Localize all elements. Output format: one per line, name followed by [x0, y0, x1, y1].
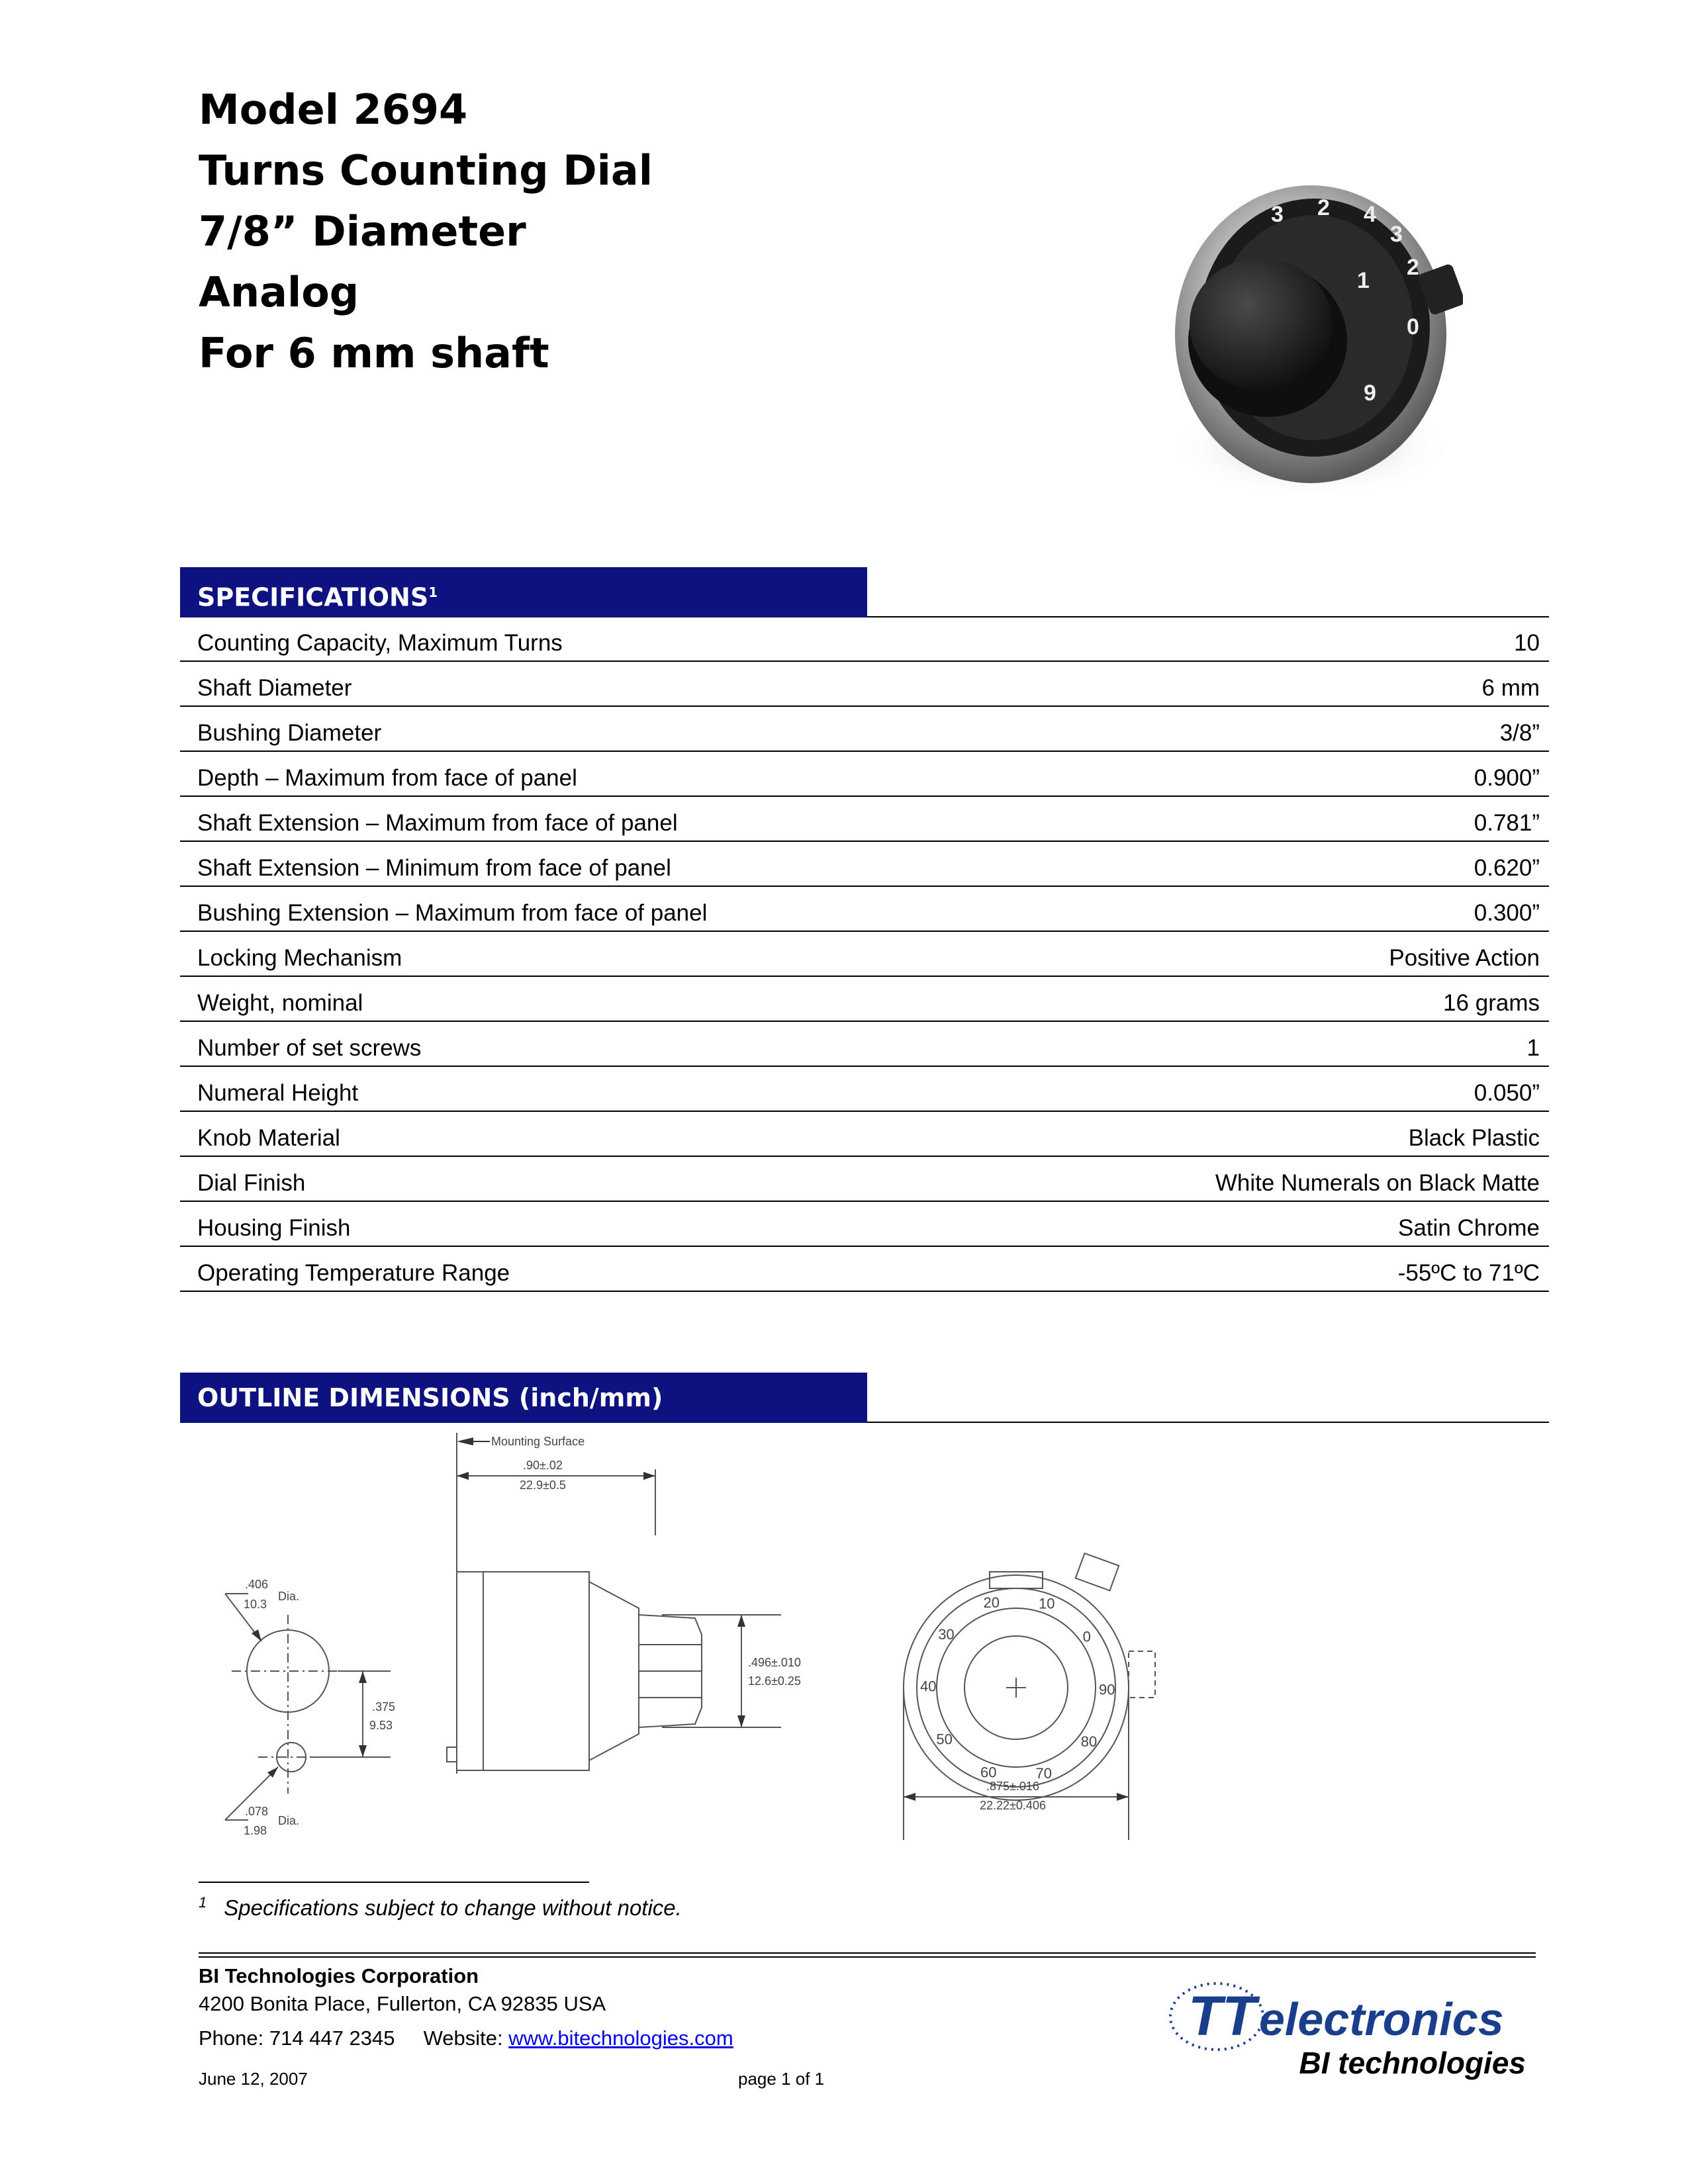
footnote-rule — [199, 1882, 589, 1883]
outline-drawing — [199, 1423, 1192, 1846]
specifications-title: SPECIFICATIONS — [197, 582, 429, 612]
footnote-number: 1 — [199, 1894, 207, 1911]
label-width-mm: 22.22±0.406 — [980, 1799, 1046, 1812]
spec-row — [180, 1247, 1549, 1292]
logo-mark: TT — [1188, 1985, 1256, 2047]
title-type: Analog — [199, 268, 359, 316]
label-hole-dia: Dia. — [278, 1590, 300, 1603]
label-depth-in: .90±.02 — [523, 1459, 563, 1472]
spec-value: 10 — [1514, 630, 1540, 656]
dial-number: 80 — [1080, 1733, 1098, 1751]
dial-number: 10 — [1039, 1595, 1055, 1612]
footnote — [199, 1894, 682, 1921]
spec-value: 0.620” — [1474, 855, 1540, 881]
phone-number: 714 447 2345 — [269, 2026, 395, 2050]
company-name: BI Technologies Corporation — [199, 1964, 479, 1987]
lock-lever-dashed — [1129, 1651, 1155, 1698]
tt-electronics-logo — [1158, 1969, 1529, 2081]
svg-text:1: 1 — [1357, 268, 1370, 293]
spec-label: Numeral Height — [197, 1080, 359, 1106]
website-link[interactable]: www.bitechnologies.com — [508, 2026, 733, 2050]
title-diameter: 7/8” Diameter — [199, 207, 526, 255]
dial-number: 90 — [1099, 1681, 1115, 1698]
label-mounting-surface: Mounting Surface — [491, 1435, 585, 1448]
spec-value: 1 — [1526, 1035, 1540, 1061]
spec-table — [180, 617, 1549, 1292]
svg-text:4: 4 — [1364, 202, 1376, 227]
dial-face-side — [589, 1582, 639, 1760]
lock-lever — [1076, 1553, 1119, 1590]
company-address: 4200 Bonita Place, Fullerton, CA 92835 USA — [199, 1992, 606, 2015]
label-width-in: .875±.016 — [986, 1780, 1039, 1793]
spec-row — [180, 617, 1549, 662]
spec-label: Shaft Diameter — [197, 675, 352, 701]
spec-value: 0.050” — [1474, 1080, 1540, 1106]
label-spacing-mm: 9.53 — [369, 1719, 393, 1732]
spec-row — [180, 1112, 1549, 1157]
spec-row — [180, 752, 1549, 797]
title-product: Turns Counting Dial — [199, 146, 653, 195]
dial-number: 0 — [1082, 1628, 1091, 1645]
document-date: June 12, 2007 — [199, 2069, 308, 2089]
spec-label: Weight, nominal — [197, 990, 363, 1016]
label-pin-in: .078 — [245, 1805, 269, 1818]
label-pin-dia: Dia. — [278, 1814, 300, 1827]
footnote-text: Specifications subject to change without notice. — [224, 1895, 682, 1920]
label-knob-mm: 12.6±0.25 — [748, 1674, 801, 1688]
logo-subtitle: BI technologies — [1299, 2046, 1526, 2080]
dial-number: 60 — [980, 1764, 997, 1781]
spec-label: Locking Mechanism — [197, 945, 402, 971]
label-hole-mm: 10.3 — [244, 1598, 267, 1611]
label-hole-in: .406 — [245, 1578, 269, 1591]
footer-rule-top — [199, 1952, 1536, 1954]
svg-text:0: 0 — [1407, 314, 1419, 340]
spec-row — [180, 1202, 1549, 1247]
dial-number: 40 — [920, 1678, 937, 1695]
spec-value: 3/8” — [1499, 720, 1540, 746]
product-photo — [1145, 162, 1463, 506]
dial-number: 30 — [938, 1625, 955, 1643]
logo-word: electronics — [1259, 1993, 1504, 2045]
spec-label: Number of set screws — [197, 1035, 422, 1061]
spec-row — [180, 707, 1549, 752]
spec-value: Black Plastic — [1408, 1125, 1540, 1151]
spec-label: Shaft Extension – Maximum from face of panel — [197, 810, 678, 836]
title-shaft: For 6 mm shaft — [199, 329, 549, 377]
spec-label: Housing Finish — [197, 1215, 351, 1241]
page-number: page 1 of 1 — [738, 2069, 825, 2089]
spec-label: Counting Capacity, Maximum Turns — [197, 630, 563, 656]
label-pin-mm: 1.98 — [244, 1824, 267, 1837]
label-knob-in: .496±.010 — [748, 1656, 801, 1669]
spec-label: Dial Finish — [197, 1170, 306, 1196]
spec-row — [180, 977, 1549, 1022]
dial-number: 70 — [1035, 1765, 1052, 1782]
spec-row — [180, 1067, 1549, 1112]
spec-value: 0.900” — [1474, 765, 1540, 791]
spec-label: Bushing Extension – Maximum from face of panel — [197, 900, 708, 926]
label-depth-mm: 22.9±0.5 — [520, 1479, 566, 1492]
counter-window — [990, 1572, 1043, 1588]
contact-line — [199, 2026, 733, 2050]
spec-label: Operating Temperature Range — [197, 1260, 510, 1286]
spec-value: White Numerals on Black Matte — [1215, 1170, 1540, 1196]
spec-label: Knob Material — [197, 1125, 340, 1151]
svg-text:9: 9 — [1364, 381, 1376, 406]
outline-dimensions-title: OUTLINE DIMENSIONS (inch/mm) — [197, 1383, 663, 1412]
svg-text:2: 2 — [1407, 255, 1419, 280]
website-label: Website: — [423, 2026, 503, 2050]
spec-value: 0.300” — [1474, 900, 1540, 926]
spec-row — [180, 932, 1549, 977]
spec-row — [180, 1022, 1549, 1067]
spec-row — [180, 662, 1549, 707]
spec-row — [180, 797, 1549, 842]
spec-value: 0.781” — [1474, 810, 1540, 836]
footer-rule-bottom — [199, 1956, 1536, 1958]
spec-value: 16 grams — [1443, 990, 1540, 1016]
specifications-header — [180, 567, 867, 617]
outline-dimensions-header — [180, 1373, 867, 1423]
spec-label: Depth – Maximum from face of panel — [197, 765, 577, 791]
phone-label: Phone: — [199, 2026, 264, 2050]
svg-text:2: 2 — [1317, 195, 1330, 220]
dial-number: 20 — [983, 1594, 1000, 1611]
dial-housing-side — [457, 1572, 589, 1770]
spec-value: -55ºC to 71ºC — [1397, 1260, 1540, 1286]
spec-value: 6 mm — [1481, 675, 1540, 701]
svg-text:3: 3 — [1271, 202, 1284, 227]
dial-number: 50 — [936, 1731, 953, 1748]
label-spacing-in: .375 — [372, 1700, 396, 1713]
title-block — [199, 79, 653, 384]
spec-label: Bushing Diameter — [197, 720, 382, 746]
spec-row — [180, 887, 1549, 932]
spec-row — [180, 1157, 1549, 1202]
svg-text:3: 3 — [1390, 222, 1403, 247]
spec-row — [180, 842, 1549, 887]
spec-value: Positive Action — [1389, 945, 1540, 971]
spec-label: Shaft Extension – Minimum from face of panel — [197, 855, 671, 881]
footnote-marker: 1 — [428, 584, 438, 600]
spec-value: Satin Chrome — [1398, 1215, 1540, 1241]
title-model: Model 2694 — [199, 85, 468, 134]
